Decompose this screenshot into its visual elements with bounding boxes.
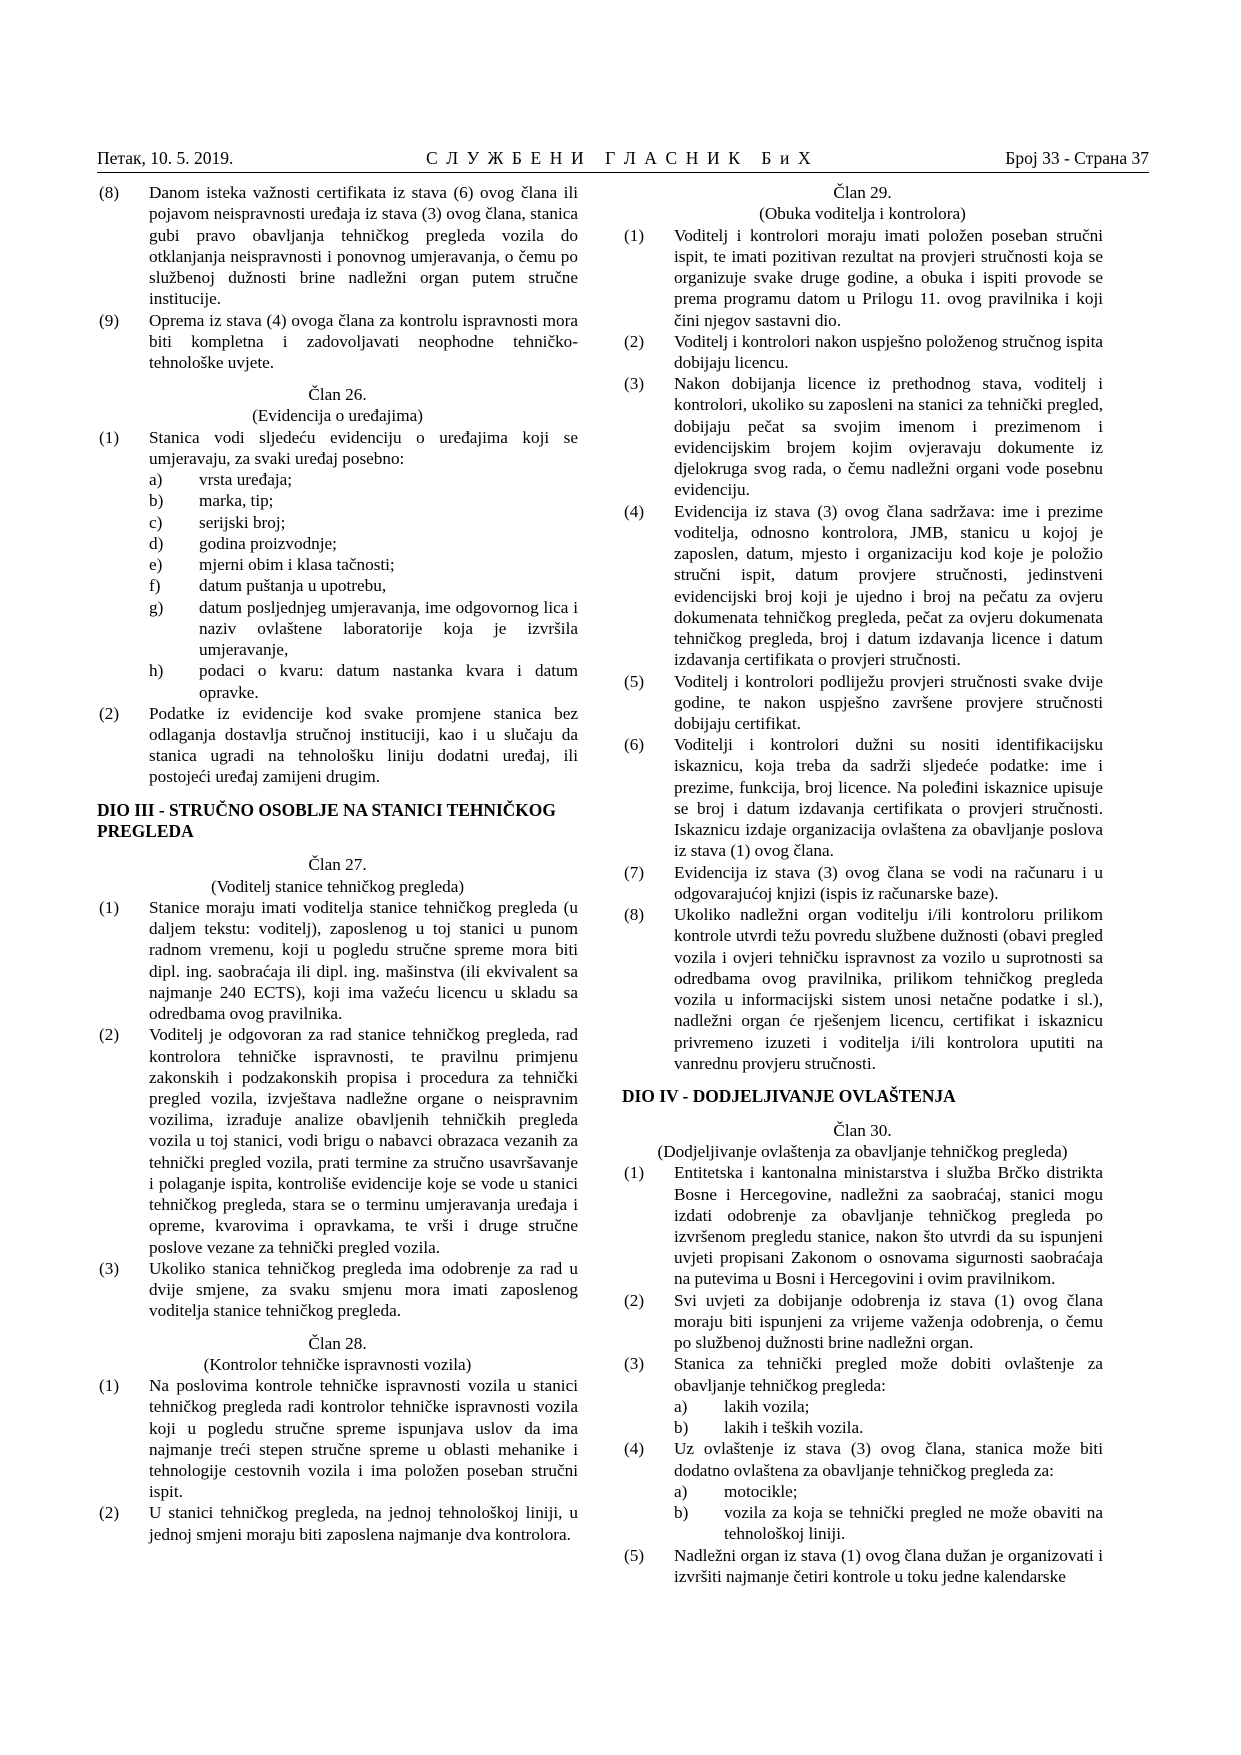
paragraph-text: Voditelji i kontrolori dužni su nositi identifikacijsku iskaznicu, koja treba da sadrži sljedeće podatke: ime i prezime, funkcija, broj licence. Na poleđini iskaznice upisuje se broj i datum izdavanja certifikata o provjeri stručnosti. Iskaznicu izdaje organizacija ovlaštena za obavljanje poslova iz stava (1) ovog člana. [674,735,1103,861]
list-item-letter: b) [149,491,164,511]
list-item-letter: h) [149,661,164,681]
paragraph-number: (4) [624,501,645,521]
running-head-title: С Л У Ж Б Е Н И Г Л А С Н И К Б и Х [426,148,813,168]
list-item-letter: d) [149,533,164,553]
lettered-list-item [97,660,578,702]
paragraph-number: (2) [99,1025,120,1045]
article-heading: Član 29. [833,183,892,203]
paragraph-number: (1) [99,1376,120,1396]
list-item-text: motocikle; [724,1481,798,1501]
list-item-text: marka, tip; [199,491,274,511]
header-divider [97,172,1149,173]
numbered-paragraph [97,1258,578,1322]
numbered-paragraph [97,897,578,1024]
list-item-letter: b) [674,1503,689,1523]
lettered-list-item [622,1396,1103,1417]
paragraph-text: Uz ovlaštenje iz stava (3) ovog člana, stanica može biti dodatno ovlaštena za obavljanje tehničkog pregleda za: [674,1439,1103,1480]
right-column [622,182,1103,1587]
numbered-paragraph [622,331,1103,373]
paragraph-text: U stanici tehničkog pregleda, na jednoj tehnološkoj liniji, u jednoj smjeni moraju biti zaposlena najmanje dva kontrolora. [149,1503,578,1544]
section-heading: DIO III - STRUČNO OSOBLJE NA STANICI TEHNIČKOG PREGLEDA [97,799,556,841]
numbered-paragraph [622,1162,1103,1289]
article-subheading: (Obuka voditelja i kontrolora) [759,204,966,224]
paragraph-number: (7) [624,862,645,882]
paragraph-text: Evidencija iz stava (3) ovog člana se vodi na računaru i u odgovarajućoj knjizi (ispis iz računarske baze). [674,862,1103,903]
list-item-letter: a) [149,470,163,490]
article-heading: Član 26. [308,385,367,405]
list-item-letter: e) [149,555,163,575]
paragraph-text: Na poslovima kontrole tehničke ispravnosti vozila u stanici tehničkog pregleda radi kontrolor tehničke ispravnosti vozila koji u pogledu stručne spreme ispunjava uslov da ima najmanje treći stepen stručne spreme u oblasti mehanike i tehnologije cestovnih vozila i ima položen poseban stručni ispit. [149,1376,578,1502]
list-item-text: podaci o kvaru: datum nastanka kvara i datum opravke. [199,661,578,702]
list-item-text: datum posljednjeg umjeravanja, ime odgovornog lica i naziv ovlaštene laboratorije koja je izvršila umjeravanje, [199,597,578,660]
article-subheading: (Voditelj stanice tehničkog pregleda) [210,876,465,896]
lettered-list-item [97,597,578,661]
list-item-text: godina proizvodnje; [199,533,337,553]
article-subheading: (Evidencija o uređajima) [252,406,423,426]
paragraph-number: (2) [99,703,120,723]
paragraph-number: (3) [624,1354,645,1374]
numbered-paragraph [622,225,1103,331]
numbered-paragraph [622,671,1103,735]
numbered-paragraph [97,310,578,374]
paragraph-number: (8) [624,905,645,925]
list-item-letter: f) [149,576,161,596]
paragraph-text: Voditelj i kontrolori podliježu provjeri stručnosti svake dvije godine, te nakon uspješno završene provjere stručnosti dobijaju certifikat. [674,671,1103,733]
paragraph-number: (2) [624,331,645,351]
numbered-paragraph [97,1502,578,1544]
paragraph-number: (9) [99,310,120,330]
running-head-date: Петак, 10. 5. 2019. [97,148,234,168]
numbered-paragraph [97,182,578,309]
paragraph-text: Voditelj i kontrolori nakon uspješno položenog stručnog ispita dobijaju licencu. [674,331,1103,372]
list-item-text: vozila za koja se tehnički pregled ne može obaviti na tehnološkoj liniji. [724,1503,1103,1544]
numbered-paragraph [622,373,1103,500]
list-item-letter: g) [149,597,164,617]
list-item-letter: b) [674,1418,689,1438]
article-subheading: (Kontrolor tehničke ispravnosti vozila) [203,1354,472,1374]
lettered-list-item [622,1417,1103,1438]
list-item-text: serijski broj; [199,512,286,532]
paragraph-text: Voditelj je odgovoran za rad stanice tehničkog pregleda, rad kontrolora tehničke ispravnosti, te pravilnu primjenu zakonskih i podzakonskih propisa i procedura za tehnički pregled vozila, izvještava nadležne organe o neispravnim vozilima, izrađuje analize obavljenih tehničkih pregleda vozila u toj stanici, vodi brigu o nabavci obrazaca vezanih za tehnički pregled vozila, prati termine za stručno usavršavanje i polaganje ispita, kontroliše evidencije koje se vode u stanici tehničkog pregleda, stara se o terminu umjeravanja uređaja i opreme, kvarovima i opravkama, te vrši i druge stručne poslove vezane za tehnički pregled vozila. [149,1025,578,1257]
numbered-paragraph [97,703,578,788]
list-item-text: lakih vozila; [724,1396,810,1416]
running-head [97,148,1149,172]
numbered-paragraph [622,862,1103,904]
lettered-list-item [622,1481,1103,1502]
numbered-paragraph [622,904,1103,1074]
paragraph-text: Svi uvjeti za dobijanje odobrenja iz stava (1) ovog člana moraju biti ispunjeni za vrijeme važenja odobrenja, o čemu po službenoj dužnosti brine nadležni organ. [674,1290,1103,1353]
paragraph-text: Stanice moraju imati voditelja stanice tehničkog pregleda (u daljem tekstu: voditelj), zaposlenog u toj stanici u punom radnom vremenu, koji u pogledu stručne spreme mora biti dipl. ing. saobraćaja ili dipl. ing. mašinstva (ili ekvivalent sa najmanje 240 ECTS), koji ima važeću licencu u skladu sa odredbama ovog pravilnika. [149,897,578,1024]
left-column [97,182,578,1545]
paragraph-number: (1) [624,225,645,245]
list-item-letter: a) [674,1481,688,1501]
numbered-paragraph [97,427,578,469]
article-heading: Član 27. [308,855,367,875]
numbered-paragraph [97,1024,578,1258]
numbered-paragraph [622,1353,1103,1395]
paragraph-number: (5) [624,671,645,691]
numbered-paragraph [622,1290,1103,1354]
numbered-paragraph [622,1545,1103,1587]
lettered-list-item [97,469,578,490]
list-item-text: mjerni obim i klasa tačnosti; [199,555,395,575]
list-item-letter: c) [149,512,163,532]
numbered-paragraph [622,501,1103,671]
paragraph-text: Entitetska i kantonalna ministarstva i služba Brčko distrikta Bosne i Hercegovine, nadležni za saobraćaj, stanici mogu izdati odobrenje za obavljanje tehničkog pregleda po izvršenom pregledu stanice, nakon što utvrdi da su ispunjeni uvjeti propisani Zakonom o osnovama sigurnosti saobraćaja na putevima u Bosni i Hercegovini i ovim pravilnikom. [674,1163,1103,1289]
paragraph-text: Nakon dobijanja licence iz prethodnog stava, voditelj i kontrolori, ukoliko su zaposleni na stanici za tehnički pregled, dobijaju pečat sa svojim imenom i prezimenom i evidencijskim brojem kojim ovjeravaju dokumente iz djelokruga svog rada, o čemu nadležni organi vode posebnu evidenciju. [674,374,1103,500]
list-item-text: lakih i teških vozila. [724,1418,864,1438]
paragraph-number: (2) [99,1503,120,1523]
paragraph-text: Podatke iz evidencije kod svake promjene stanica bez odlaganja dostavlja stručnoj instituciji, kao i u slučaju da stanica ugradi na tehnološku liniju dodatni uređaj, ili postojeći uređaj zamijeni drugim. [149,703,578,787]
article-heading: Član 30. [833,1120,892,1140]
paragraph-number: (8) [99,183,120,203]
list-item-letter: a) [674,1396,688,1416]
list-item-text: datum puštanja u upotrebu, [199,576,387,596]
paragraph-text: Ukoliko stanica tehničkog pregleda ima odobrenje za rad u dvije smjene, za svaku smjenu mora imati zaposlenog voditelja stanice tehničkog pregleda. [149,1258,578,1321]
paragraph-number: (1) [99,897,120,917]
running-head-issue-page: Број 33 - Страна 37 [1005,148,1149,168]
paragraph-text: Voditelj i kontrolori moraju imati položen poseban stručni ispit, te imati pozitivan rezultat na provjeri stručnosti koja se organizuje svake druge godine, a obuka i ispiti provode se prema programu datom u Prilogu 11. ovog pravilnika i koji čini njegov sastavni dio. [674,225,1103,330]
two-column-layout [97,182,1149,1587]
paragraph-text: Ukoliko nadležni organ voditelju i/ili kontroloru prilikom kontrole utvrdi težu povredu službene dužnosti (obavi pregled vozila i ovjeri tehničku ispravnost za vozilo u suprotnosti sa odredbama ovog pravilnika, prilikom tehničkog pregleda vozila u informacijski sistem unosi netačne podatke i sl.), nadležni organ će rješenjem licencu, certifikat i iskaznicu privremeno izuzeti i voditelja i/ili kontrolora uputiti na vanrednu provjeru stručnosti. [674,905,1103,1073]
lettered-list-item [622,1502,1103,1544]
lettered-list-item [97,512,578,533]
paragraph-text: Oprema iz stava (4) ovoga člana za kontrolu ispravnosti mora biti kompletna i zadovoljavati neophodne tehničko-tehnološke uvjete. [149,310,578,372]
paragraph-number: (4) [624,1439,645,1459]
paragraph-number: (1) [99,427,120,447]
paragraph-number: (5) [624,1545,645,1565]
numbered-paragraph [622,1438,1103,1480]
paragraph-text: Nadležni organ iz stava (1) ovog člana dužan je organizovati i izvršiti najmanje četiri kontrole u toku jedne kalendarske [674,1545,1103,1586]
lettered-list-item [97,575,578,596]
numbered-paragraph [622,734,1103,861]
paragraph-text: Stanica za tehnički pregled može dobiti ovlaštenje za obavljanje tehničkog pregleda: [674,1354,1103,1395]
paragraph-number: (1) [624,1163,645,1183]
paragraph-number: (3) [624,374,645,394]
list-item-text: vrsta uređaja; [199,470,293,490]
paragraph-number: (2) [624,1290,645,1310]
paragraph-text: Evidencija iz stava (3) ovog člana sadržava: ime i prezime voditelja, odnosno kontrolora, JMB, stanicu u kojoj je zaposlen, datum, mjesto i organizaciju kod koje je položio stručni ispit, datum provjere stručnosti, jedinstveni evidencijski broj koji je ujedno i broj na pečatu za ovjeru dokumenata tehničkog pregleda, pečat za ovjeru dokumenata tehničkog pregleda, broj i datum izdavanja licence i datum izdavanja certifikata o provjeri stručnosti. [674,501,1103,670]
paragraph-number: (3) [99,1258,120,1278]
paragraph-number: (6) [624,735,645,755]
article-subheading: (Dodjeljivanje ovlaštenja za obavljanje tehničkog pregleda) [657,1142,1068,1162]
paragraph-text: Stanica vodi sljedeću evidenciju o uređajima koji se umjeravaju, za svaki uređaj posebno: [149,427,578,468]
numbered-paragraph [97,1375,578,1502]
article-heading: Član 28. [308,1333,367,1353]
lettered-list-item [97,554,578,575]
section-heading: DIO IV - DODJELJIVANJE OVLAŠTENJA [622,1085,956,1106]
lettered-list-item [97,490,578,511]
lettered-list-item [97,533,578,554]
paragraph-text: Danom isteka važnosti certifikata iz stava (6) ovog člana ili pojavom neispravnosti uređaja iz stava (3) ovog člana, stanica gubi pravo obavljanja tehničkog pregleda vozila do otklanjanja neispravnosti i ponovnog umjeravanja, o čemu po službenoj dužnosti brine nadležni organ putem stručne institucije. [149,183,578,309]
